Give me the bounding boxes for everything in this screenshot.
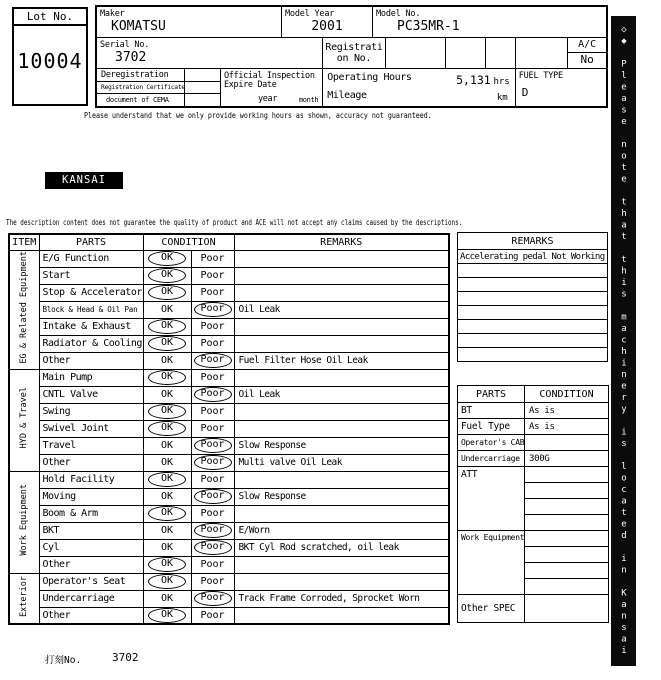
spec-table-body	[458, 403, 609, 623]
spec-condition-value: As is	[525, 419, 609, 435]
mileage-unit: km	[496, 93, 508, 103]
condition-poor-cell	[191, 301, 234, 318]
side-remark-text	[458, 348, 608, 362]
inspection-row	[9, 505, 449, 522]
condition-ok-cell	[143, 369, 191, 386]
side-remarks-body	[458, 250, 608, 362]
part-name: E/G Function	[39, 250, 143, 267]
condition-ok-cell	[143, 250, 191, 267]
operating-hours-value: 5,131	[456, 73, 491, 87]
serial-no-label: Serial No.	[100, 40, 150, 50]
condition-poor-cell	[191, 573, 234, 590]
condition-ok-circled: OK	[148, 557, 186, 572]
side-remark-row	[458, 348, 608, 362]
condition-poor-cell	[191, 607, 234, 624]
inspection-row	[9, 539, 449, 556]
part-name: Undercarriage	[39, 590, 143, 607]
remarks-column-header: REMARKS	[234, 234, 449, 250]
item-group-cell	[9, 369, 39, 471]
remark-text: Oil Leak	[234, 386, 449, 403]
spec-row	[458, 435, 609, 451]
part-name: Start	[39, 267, 143, 284]
side-remark-text	[458, 306, 608, 320]
spec-row	[458, 467, 609, 483]
inspection-row	[9, 420, 449, 437]
spec-parts-header: PARTS	[458, 386, 525, 403]
condition-poor-circled: Poor	[194, 387, 232, 402]
document-of-cema-label: document of CEMA	[97, 94, 185, 106]
remark-text	[234, 420, 449, 437]
side-remark-row	[458, 292, 608, 306]
condition-poor-cell	[191, 386, 234, 403]
mileage-label: Mileage	[327, 90, 367, 101]
remark-text: E/Worn	[234, 522, 449, 539]
spec-condition-value	[525, 531, 609, 547]
spec-row	[458, 451, 609, 467]
spec-part-name: Operator's CAB	[458, 435, 525, 451]
model-no-label: Model No.	[376, 9, 421, 19]
remark-text	[234, 556, 449, 573]
condition-ok-value: OK	[160, 525, 174, 536]
remark-text: BKT Cyl Rod scratched, oil leak	[234, 539, 449, 556]
official-inspection-cell	[221, 69, 323, 106]
spec-row	[458, 403, 609, 419]
remark-text: Fuel Filter Hose Oil Leak	[234, 352, 449, 369]
part-name: Hold Facility	[39, 471, 143, 488]
side-remarks-header-row	[458, 233, 608, 250]
condition-ok-cell	[143, 420, 191, 437]
condition-poor-value: Poor	[200, 474, 225, 485]
condition-ok-cell	[143, 352, 191, 369]
condition-poor-cell	[191, 539, 234, 556]
part-name: Other	[39, 556, 143, 573]
side-remarks-header: REMARKS	[458, 233, 608, 250]
item-group-cell	[9, 250, 39, 369]
remark-text	[234, 369, 449, 386]
inspection-row	[9, 250, 449, 267]
serial-no-value: 3702	[115, 50, 147, 65]
ac-label: A/C	[568, 38, 606, 53]
header-row-2	[97, 38, 606, 69]
part-name: Other	[39, 352, 143, 369]
condition-poor-cell	[191, 505, 234, 522]
document-of-cema-check-cell	[185, 94, 220, 106]
ac-value: No	[580, 53, 594, 66]
remark-text	[234, 607, 449, 624]
item-group-label: HYD & Travel	[19, 387, 29, 449]
part-name: Stop & Accelerator	[39, 284, 143, 301]
empty-cell	[516, 38, 569, 69]
condition-ok-value: OK	[160, 440, 174, 451]
condition-ok-circled: OK	[148, 404, 186, 419]
side-remark-row	[458, 306, 608, 320]
condition-ok-circled: OK	[148, 336, 186, 351]
registration-no-empty-cell	[386, 38, 447, 69]
inspection-row	[9, 590, 449, 607]
deregistration-label: Deregistration	[97, 69, 185, 81]
part-name: Block & Head & Oil Pan	[39, 301, 143, 318]
condition-ok-circled: OK	[148, 472, 186, 487]
condition-poor-cell	[191, 267, 234, 284]
item-group-label: EG & Related Equipment	[19, 251, 29, 364]
condition-ok-value: OK	[160, 304, 174, 315]
serial-no-cell	[97, 38, 323, 69]
condition-ok-value: OK	[160, 389, 174, 400]
maker-label: Maker	[100, 9, 125, 19]
part-name: BKT	[39, 522, 143, 539]
part-name: Travel	[39, 437, 143, 454]
inspection-row	[9, 284, 449, 301]
part-name: Swivel Joint	[39, 420, 143, 437]
inspection-row	[9, 369, 449, 386]
spec-row	[458, 595, 609, 623]
condition-ok-cell	[143, 556, 191, 573]
condition-ok-circled: OK	[148, 268, 186, 283]
spec-condition-value	[525, 483, 609, 499]
operating-hours-label: Operating Hours	[327, 72, 412, 83]
condition-ok-value: OK	[160, 491, 174, 502]
item-group-label: Exterior	[19, 575, 29, 617]
condition-ok-circled: OK	[148, 608, 186, 623]
condition-ok-circled: OK	[148, 574, 186, 589]
condition-ok-cell	[143, 335, 191, 352]
remark-text: Slow Response	[234, 437, 449, 454]
side-remark-row	[458, 320, 608, 334]
condition-poor-cell	[191, 352, 234, 369]
header-row-3	[97, 69, 606, 106]
spec-condition-value: As is	[525, 403, 609, 419]
condition-ok-value: OK	[160, 355, 174, 366]
condition-ok-cell	[143, 539, 191, 556]
condition-ok-cell	[143, 284, 191, 301]
condition-poor-cell	[191, 335, 234, 352]
side-remark-row	[458, 278, 608, 292]
side-remark-row	[458, 264, 608, 278]
part-name: Other	[39, 454, 143, 471]
spec-condition-value	[525, 563, 609, 579]
kansai-yard-banner: ◇◆ Please note that this machinery is located in Kansai Yard ◆◇	[611, 16, 636, 666]
yard-badge: KANSAI	[45, 172, 123, 189]
condition-poor-circled: Poor	[194, 540, 232, 555]
condition-poor-circled: Poor	[194, 438, 232, 453]
model-year-value: 2001	[311, 19, 343, 34]
fuel-type-label: FUEL TYPE	[518, 71, 563, 81]
condition-ok-value: OK	[160, 542, 174, 553]
condition-poor-cell	[191, 556, 234, 573]
side-remark-text	[458, 264, 608, 278]
spec-condition-value	[525, 579, 609, 595]
inspection-table	[8, 233, 450, 625]
condition-ok-value: OK	[160, 457, 174, 468]
official-inspection-label-line1: Official Inspection	[224, 71, 315, 81]
registration-certificate-check-cell	[185, 82, 220, 94]
lot-number-value: 10004	[17, 49, 83, 73]
condition-ok-circled: OK	[148, 370, 186, 385]
remark-text: Multi valve Oil Leak	[234, 454, 449, 471]
condition-poor-value: Poor	[200, 576, 225, 587]
condition-poor-circled: Poor	[194, 353, 232, 368]
machine-header-table	[95, 5, 608, 108]
spec-part-name: Fuel Type	[458, 419, 525, 435]
empty-cell	[446, 38, 486, 69]
inspection-row	[9, 607, 449, 624]
remark-text	[234, 250, 449, 267]
condition-ok-cell	[143, 522, 191, 539]
condition-poor-value: Poor	[200, 559, 225, 570]
condition-poor-value: Poor	[200, 338, 225, 349]
remark-text	[234, 573, 449, 590]
spec-condition-value	[525, 595, 609, 623]
stamp-no-value: 3702	[112, 651, 139, 664]
condition-poor-value: Poor	[200, 372, 225, 383]
condition-poor-circled: Poor	[194, 302, 232, 317]
item-column-header: ITEM	[9, 234, 39, 250]
year-label: year	[258, 94, 278, 104]
fuel-type-cell	[516, 69, 606, 106]
condition-poor-cell	[191, 471, 234, 488]
model-no-value: PC35MR-1	[397, 19, 460, 34]
condition-column-header: CONDITION	[143, 234, 234, 250]
inspection-table-header	[9, 234, 449, 250]
part-name: Swing	[39, 403, 143, 420]
condition-poor-cell	[191, 420, 234, 437]
remark-text	[234, 318, 449, 335]
spec-table	[457, 385, 609, 623]
side-remark-text	[458, 278, 608, 292]
spec-part-name: Work Equipment	[458, 531, 525, 595]
condition-ok-cell	[143, 454, 191, 471]
condition-poor-circled: Poor	[194, 489, 232, 504]
model-year-label: Model Year	[285, 9, 335, 19]
registration-certificate-row	[97, 82, 220, 95]
spec-condition-header: CONDITION	[525, 386, 609, 403]
side-remarks-table	[457, 232, 608, 362]
spec-condition-value	[525, 547, 609, 563]
remark-text	[234, 403, 449, 420]
deregistration-check-cell	[185, 69, 220, 81]
spec-part-name: Other SPEC	[458, 595, 525, 623]
operating-hours-unit: hrs	[493, 77, 510, 87]
maker-cell	[97, 7, 282, 38]
condition-poor-value: Poor	[200, 321, 225, 332]
condition-ok-cell	[143, 267, 191, 284]
part-name: Boom & Arm	[39, 505, 143, 522]
condition-poor-circled: Poor	[194, 455, 232, 470]
condition-poor-cell	[191, 488, 234, 505]
model-year-cell	[282, 7, 373, 38]
condition-ok-value: OK	[160, 593, 174, 604]
remark-text	[234, 471, 449, 488]
condition-poor-value: Poor	[200, 270, 225, 281]
condition-poor-cell	[191, 522, 234, 539]
side-remark-text: Accelerating pedal Not Working	[458, 250, 608, 264]
spec-part-name: ATT	[458, 467, 525, 531]
condition-ok-cell	[143, 318, 191, 335]
condition-ok-cell	[143, 386, 191, 403]
document-of-cema-row	[97, 94, 220, 106]
inspection-row	[9, 522, 449, 539]
inspection-row	[9, 267, 449, 284]
inspection-row	[9, 403, 449, 420]
condition-ok-circled: OK	[148, 251, 186, 266]
inspection-row	[9, 437, 449, 454]
condition-poor-cell	[191, 403, 234, 420]
maker-value: KOMATSU	[111, 19, 166, 34]
inspection-row	[9, 471, 449, 488]
stamp-no-label: 打刻No.	[45, 655, 82, 666]
parts-column-header: PARTS	[39, 234, 143, 250]
condition-ok-cell	[143, 301, 191, 318]
inspection-row	[9, 454, 449, 471]
condition-ok-cell	[143, 437, 191, 454]
spec-condition-value	[525, 467, 609, 483]
ac-cell	[568, 38, 606, 69]
spec-row	[458, 419, 609, 435]
side-remark-text	[458, 320, 608, 334]
inspection-row	[9, 335, 449, 352]
condition-poor-value: Poor	[200, 508, 225, 519]
spec-condition-value: 300G	[525, 451, 609, 467]
inspection-row	[9, 488, 449, 505]
inspection-table-body	[9, 250, 449, 624]
inspection-row	[9, 352, 449, 369]
deregistration-block	[97, 69, 221, 106]
condition-ok-cell	[143, 488, 191, 505]
condition-ok-cell	[143, 607, 191, 624]
condition-poor-cell	[191, 250, 234, 267]
spec-condition-value	[525, 499, 609, 515]
part-name: Operator's Seat	[39, 573, 143, 590]
disclaimer-text: The description content does not guarantee the quality of product and ACE will not accept any claims caused by the descriptions.	[6, 218, 463, 227]
fuel-type-value: D	[521, 86, 529, 99]
working-hours-note: Please understand that we only provide working hours as shown, accuracy not guaranteed.	[84, 111, 432, 120]
remark-text: Oil Leak	[234, 301, 449, 318]
spec-row	[458, 531, 609, 547]
deregistration-row	[97, 69, 220, 82]
inspection-row	[9, 386, 449, 403]
condition-ok-cell	[143, 505, 191, 522]
remark-text: Track Frame Corroded, Sprocket Worn	[234, 590, 449, 607]
side-remark-text	[458, 334, 608, 348]
operating-hours-cell	[323, 69, 515, 106]
part-name: Intake & Exhaust	[39, 318, 143, 335]
spec-part-name: BT	[458, 403, 525, 419]
condition-poor-value: Poor	[200, 253, 225, 264]
condition-ok-cell	[143, 573, 191, 590]
registration-certificate-label: Registration Certificate	[97, 82, 185, 94]
part-name: Moving	[39, 488, 143, 505]
part-name: Radiator & Cooling	[39, 335, 143, 352]
condition-poor-value: Poor	[200, 406, 225, 417]
model-no-cell	[373, 7, 606, 38]
remark-text	[234, 267, 449, 284]
condition-poor-cell	[191, 454, 234, 471]
spec-part-name: Undercarriage	[458, 451, 525, 467]
spec-condition-value	[525, 435, 609, 451]
month-label: month	[298, 96, 319, 104]
part-name: Other	[39, 607, 143, 624]
remark-text	[234, 284, 449, 301]
inspection-row	[9, 318, 449, 335]
condition-poor-value: Poor	[200, 609, 225, 621]
spec-table-header-row	[458, 386, 609, 403]
condition-poor-value: Poor	[200, 287, 225, 298]
condition-poor-cell	[191, 590, 234, 607]
part-name: Main Pump	[39, 369, 143, 386]
condition-ok-cell	[143, 471, 191, 488]
registration-no-label: Registration No.	[323, 38, 386, 69]
condition-ok-circled: OK	[148, 285, 186, 300]
header-row-1	[97, 7, 606, 38]
part-name: Cyl	[39, 539, 143, 556]
condition-poor-cell	[191, 284, 234, 301]
condition-poor-cell	[191, 369, 234, 386]
condition-poor-cell	[191, 318, 234, 335]
side-remark-text	[458, 292, 608, 306]
remark-text	[234, 335, 449, 352]
condition-ok-circled: OK	[148, 506, 186, 521]
part-name: CNTL Valve	[39, 386, 143, 403]
lot-number-label: Lot No.	[14, 9, 86, 26]
empty-cell	[486, 38, 516, 69]
side-remark-row	[458, 334, 608, 348]
condition-poor-circled: Poor	[194, 591, 232, 606]
inspection-row	[9, 556, 449, 573]
condition-ok-circled: OK	[148, 421, 186, 436]
remark-text	[234, 505, 449, 522]
condition-ok-circled: OK	[148, 319, 186, 334]
condition-poor-cell	[191, 437, 234, 454]
spec-condition-value	[525, 515, 609, 531]
condition-poor-circled: Poor	[194, 523, 232, 538]
item-group-label: Work Equipment	[19, 484, 29, 556]
condition-ok-cell	[143, 403, 191, 420]
lot-number-box	[12, 7, 88, 106]
condition-ok-cell	[143, 590, 191, 607]
inspection-row	[9, 573, 449, 590]
item-group-cell	[9, 573, 39, 624]
inspection-row	[9, 301, 449, 318]
official-inspection-label-line2: Expire Date	[224, 80, 277, 90]
condition-poor-value: Poor	[200, 423, 225, 434]
remark-text: Slow Response	[234, 488, 449, 505]
item-group-cell	[9, 471, 39, 573]
side-remark-row	[458, 250, 608, 264]
